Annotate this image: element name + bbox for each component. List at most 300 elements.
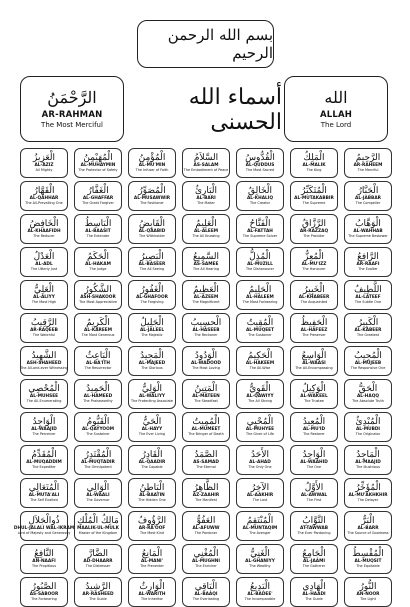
name-transliteration: AL-AZIZ — [34, 162, 54, 168]
featured-meaning: The Most Merciful — [41, 121, 103, 130]
name-card — [128, 577, 176, 607]
name-card — [74, 214, 122, 244]
name-card — [344, 214, 392, 244]
name-arabic: الْمُبْدِئُ — [355, 416, 381, 427]
name-card — [182, 214, 230, 244]
name-arabic: الْخَبِيرُ — [303, 284, 325, 295]
name-meaning: The All-and-ever Witnessing — [20, 365, 68, 370]
name-meaning: The Reducer — [33, 233, 55, 238]
name-transliteration: AL-QAADIR — [138, 459, 166, 465]
name-card — [182, 412, 230, 442]
name-meaning: The Provider — [303, 233, 325, 238]
name-card — [74, 412, 122, 442]
name-card — [20, 247, 68, 277]
name-arabic: الْمُنْتَقِمُ — [246, 515, 274, 526]
name-meaning: The Resurrector — [84, 365, 112, 370]
name-card — [128, 478, 176, 508]
name-transliteration: AL-GHAFOOR — [136, 294, 168, 300]
name-meaning: The Everlasting — [192, 596, 220, 601]
name-card — [128, 247, 176, 277]
name-card — [290, 511, 338, 541]
name-meaning: All Mighty — [35, 167, 53, 172]
name-arabic: الْخَافِضُ — [29, 218, 59, 229]
name-transliteration: AL-MUNTAQIM — [242, 525, 278, 531]
name-card — [344, 280, 392, 310]
name-meaning: The Reckoner — [194, 332, 218, 337]
name-arabic: النَّافِعُ — [34, 548, 54, 559]
name-arabic: الْحَلِيمُ — [248, 284, 272, 295]
name-card — [182, 247, 230, 277]
name-arabic: الصَّبُورُ — [31, 581, 57, 592]
name-transliteration: AL-MUHSEE — [29, 393, 59, 399]
name-arabic: الْمَجِيدُ — [140, 350, 164, 361]
name-meaning: The All-Prevailing One — [25, 200, 63, 205]
name-transliteration: AL-MU'AKHKHIR — [348, 492, 388, 498]
name-card — [290, 247, 338, 277]
name-meaning: The Responsive One — [350, 365, 386, 370]
name-card — [236, 511, 284, 541]
name-meaning: The Extender — [86, 233, 110, 238]
name-meaning: The Forgiving — [140, 299, 164, 304]
name-arabic: الْوَلِيُّ — [141, 383, 163, 394]
name-arabic: السَّلاَمُ — [193, 152, 219, 163]
name-card — [290, 346, 338, 376]
name-arabic: الْكَرِيمُ — [86, 317, 110, 328]
name-card — [20, 412, 68, 442]
name-arabic: الْوَارِثُ — [139, 581, 165, 592]
name-transliteration: AL-GHANIYY — [245, 558, 275, 564]
name-arabic: الْمَانِعُ — [141, 548, 163, 559]
name-card — [20, 445, 68, 475]
name-meaning: The Merciful — [357, 167, 379, 172]
name-meaning: The Infuser of Faith — [135, 167, 169, 172]
name-meaning: The Originator — [355, 431, 381, 436]
name-transliteration: AL-HAMEED — [83, 393, 113, 399]
name-card — [236, 181, 284, 211]
name-meaning: The All Hearing — [192, 266, 220, 271]
name-arabic: الْبَاسِطُ — [84, 218, 112, 229]
name-arabic: الْعَلِيُّ — [33, 284, 55, 295]
name-arabic: ذُوالْجَلاَلِ — [28, 515, 60, 526]
name-transliteration: AR-RAZZAQ — [299, 228, 329, 234]
name-card — [290, 148, 338, 178]
name-transliteration: AR-RAHEEM — [353, 162, 383, 168]
name-transliteration: AL-MAJEED — [138, 360, 166, 366]
name-card — [290, 412, 338, 442]
name-card — [182, 181, 230, 211]
name-arabic: الآخِرُ — [250, 482, 270, 493]
name-arabic: الْوَهَّابُ — [355, 218, 381, 229]
name-transliteration: AL-BARI — [196, 195, 216, 201]
name-transliteration: AL-WARITH — [138, 591, 166, 597]
name-arabic: الْبَاقِي — [194, 581, 218, 592]
name-transliteration: AL-MUJEEB — [354, 360, 382, 366]
name-transliteration: AL-HAFEEZ — [300, 327, 328, 333]
name-meaning: The Withholder — [139, 233, 165, 238]
name-card — [74, 445, 122, 475]
name-card — [344, 247, 392, 277]
name-arabic: اللَّطِيفُ — [354, 284, 382, 295]
name-card — [290, 577, 338, 607]
name-transliteration: AL-ALEEM — [193, 228, 219, 234]
name-meaning: The Praiseworthy — [83, 398, 113, 403]
name-meaning: The King — [306, 167, 322, 172]
name-transliteration: AS-SALAM — [193, 162, 219, 168]
name-card — [74, 313, 122, 343]
name-transliteration: AL-HALEEM — [246, 294, 274, 300]
name-card — [128, 313, 176, 343]
name-card — [20, 577, 68, 607]
name-arabic: الْبَرُّ — [361, 515, 375, 526]
name-transliteration: AL-MUGHNI — [192, 558, 220, 564]
featured-transliteration: AR-RAHMAN — [41, 110, 103, 121]
name-transliteration: AR-RASHEED — [82, 591, 114, 597]
name-transliteration: AL-WAKEEL — [300, 393, 328, 399]
name-meaning: The All-Enumerating — [26, 398, 62, 403]
name-arabic: الْوَالِي — [86, 482, 110, 493]
name-transliteration: AL-MUZILL — [247, 261, 273, 267]
name-transliteration: AS-SAMEE — [193, 261, 219, 267]
name-arabic: الشَّكُورُ — [84, 284, 112, 295]
name-meaning: The Utterly Just — [30, 266, 58, 271]
name-arabic: الْغَفُورُ — [140, 284, 164, 295]
name-card — [344, 181, 392, 211]
name-transliteration: AZ-ZAAHIR — [192, 492, 220, 498]
name-card — [290, 445, 338, 475]
name-transliteration: AL-FATTAH — [247, 228, 273, 234]
name-transliteration: AD-DHAARR — [83, 558, 113, 564]
name-card — [290, 181, 338, 211]
featured-name-ar-rahman — [20, 76, 124, 142]
name-transliteration: AL-JABBAR — [355, 195, 381, 201]
name-arabic: الْحسِيبُ — [190, 317, 222, 328]
name-meaning: The Preventer — [140, 563, 164, 568]
name-transliteration: AL-MUQADDIM — [26, 459, 62, 465]
name-card — [128, 544, 176, 574]
name-meaning: The Bringer of Death — [188, 431, 224, 436]
name-card — [128, 181, 176, 211]
name-meaning: The Ever Pardoning — [297, 530, 331, 535]
name-transliteration: AL-AHAD — [249, 459, 271, 465]
bismillah-calligraphy: بسم الله الرحمن الرحيم — [167, 26, 273, 62]
name-card — [20, 379, 68, 409]
name-card — [128, 412, 176, 442]
name-meaning: The Watchful — [32, 332, 56, 337]
name-transliteration: AL-MU'MIN — [138, 162, 166, 168]
name-card — [236, 247, 284, 277]
name-arabic: الْقَابِضُ — [138, 218, 166, 229]
name-transliteration: AL-BAASIT — [85, 228, 111, 234]
name-meaning: The Eternal — [196, 464, 216, 469]
bismillah-box — [137, 20, 274, 68]
name-transliteration: AL-BADEE' — [247, 591, 273, 597]
name-transliteration: AL-MUQTADIR — [81, 459, 115, 465]
name-card — [20, 214, 68, 244]
name-transliteration: AL-HAKEEM — [245, 360, 275, 366]
name-meaning: The Source of Goodness — [347, 530, 389, 535]
name-meaning: The Honourer — [302, 266, 326, 271]
name-card — [74, 346, 122, 376]
name-meaning: The Great Forgiver — [82, 200, 114, 205]
name-card — [128, 379, 176, 409]
name-arabic: الرَّقِيبُ — [30, 317, 58, 328]
name-card — [236, 214, 284, 244]
name-meaning: The Illustrious — [356, 464, 380, 469]
name-arabic: الْبَارِئُ — [194, 185, 218, 196]
featured-arabic: الرَّحْمَنُ — [47, 87, 97, 107]
name-transliteration: AS-SAMAD — [193, 459, 219, 465]
name-card — [236, 280, 284, 310]
name-transliteration: AL-HAQQ — [356, 393, 380, 399]
name-arabic: الأَحَدُ — [251, 449, 269, 460]
name-card — [128, 280, 176, 310]
name-card — [74, 280, 122, 310]
name-card — [20, 148, 68, 178]
name-meaning: The Supreme — [302, 200, 326, 205]
name-card — [74, 544, 122, 574]
name-arabic: الْعَدْلُ — [33, 251, 55, 262]
asmaul-husna-title: أسماء الله الحسنى — [188, 85, 282, 135]
name-arabic: الْمُؤْمِنُ — [138, 152, 166, 163]
name-arabic: الْمَلِكُ — [303, 152, 325, 163]
name-meaning: The Governor — [86, 497, 110, 502]
name-meaning: The Most Loving — [192, 365, 220, 370]
name-meaning: The Protecting Associate — [131, 398, 173, 403]
name-card — [344, 445, 392, 475]
name-arabic: الْمُهَيْمِنُ — [83, 152, 113, 163]
name-card — [74, 478, 122, 508]
name-meaning: The Subtle One — [354, 299, 382, 304]
name-arabic: الْعَظِيمُ — [193, 284, 219, 295]
name-arabic: الْحَمِيدُ — [86, 383, 110, 394]
name-transliteration: AS-SABOOR — [29, 591, 59, 597]
name-transliteration: AL-MUHAYMIN — [80, 162, 116, 168]
name-transliteration: AL-MUHYEE — [245, 426, 275, 432]
name-arabic: الْجَلِيلُ — [140, 317, 164, 328]
name-arabic: الْمُؤَخِّرُ — [355, 482, 381, 493]
name-arabic: الظَّاهِرُ — [193, 482, 219, 493]
name-card — [74, 379, 122, 409]
name-arabic: العَفُوُّ — [196, 515, 216, 526]
name-meaning: The Ever Living — [138, 431, 166, 436]
name-meaning: The Preserver — [302, 332, 326, 337]
name-transliteration: AL-LATEEF — [355, 294, 381, 300]
name-meaning: The Perceiver — [32, 431, 56, 436]
name-meaning: The Avenger — [249, 530, 271, 535]
name-arabic: الْوَكِيلُ — [302, 383, 326, 394]
name-arabic: الْحَكِيمُ — [247, 350, 273, 361]
name-transliteration: AL-AAKHIR — [246, 492, 274, 498]
name-arabic: الْقَادِرُ — [141, 449, 163, 460]
name-transliteration: AL-HASEEB — [192, 327, 220, 333]
name-meaning: The Magnificent — [192, 299, 220, 304]
name-transliteration: AL-QAHHAR — [29, 195, 59, 201]
name-transliteration: AL-KHABEER — [298, 294, 330, 300]
name-card — [236, 544, 284, 574]
name-arabic: الْمُقِيتُ — [246, 317, 274, 328]
name-card — [344, 148, 392, 178]
name-arabic: الْمُحْصِي — [28, 383, 60, 394]
name-card — [290, 379, 338, 409]
name-arabic: الْقَهَّارُ — [33, 185, 55, 196]
name-card — [236, 379, 284, 409]
name-meaning: The Giver of Life — [246, 431, 274, 436]
name-meaning: The Hidden One — [138, 497, 166, 502]
name-meaning: The Light — [360, 596, 376, 601]
name-card — [74, 577, 122, 607]
name-meaning: The Acquainted — [300, 299, 328, 304]
name-card — [236, 313, 284, 343]
name-meaning: The Judge — [89, 266, 107, 271]
name-arabic: السَّمِيعُ — [193, 251, 219, 262]
name-arabic: الْعَلِيمُ — [195, 218, 217, 229]
name-meaning: The Embodiment of Peace — [183, 167, 229, 172]
name-arabic: الْوَاحِدُ — [302, 449, 326, 460]
name-card — [344, 379, 392, 409]
name-arabic: الرَّحِيمُ — [355, 152, 381, 163]
name-transliteration: AL-AFUWW — [192, 525, 220, 531]
name-card — [290, 478, 338, 508]
name-transliteration: AL-WAALI — [86, 492, 110, 498]
name-arabic: الْمُصَوِّرُ — [138, 185, 166, 196]
name-meaning: The Greatest — [356, 332, 379, 337]
featured-arabic: الله — [324, 87, 348, 107]
name-transliteration: AL-MATEEN — [192, 393, 220, 399]
name-meaning: The Most Generous — [81, 332, 115, 337]
name-arabic: الْوَدُودُ — [194, 350, 218, 361]
name-meaning: The Expediter — [32, 464, 56, 469]
name-arabic: الصَّمَدُ — [194, 449, 218, 460]
name-card — [290, 280, 338, 310]
name-meaning: The Manifest — [195, 497, 217, 502]
name-meaning: The All Strong — [248, 398, 272, 403]
name-transliteration: AL-MUMEET — [191, 426, 221, 432]
name-arabic: الْمُتَكَبِّرُ — [301, 185, 327, 196]
name-card — [182, 313, 230, 343]
name-arabic: الْوَاسِعُ — [301, 350, 327, 361]
name-arabic: الْقُدُّوسُ — [245, 152, 275, 163]
name-meaning: Lord of Majesty and Generosity — [17, 530, 71, 535]
name-meaning: The Incomparable — [244, 596, 276, 601]
name-card — [182, 577, 230, 607]
name-card — [182, 544, 230, 574]
name-arabic: الرَّافِعُ — [357, 251, 379, 262]
featured-transliteration: ALLAH — [319, 110, 353, 121]
name-transliteration: DHUL-JALALI WAL-IKRAM — [13, 525, 75, 531]
name-meaning: The Most Kind — [139, 530, 165, 535]
name-meaning: The Most Forbearing — [242, 299, 278, 304]
name-meaning: Master of the Kingdom — [78, 530, 118, 535]
name-arabic: الْحَيُّ — [142, 416, 162, 427]
name-meaning: The Gatherer — [302, 563, 326, 568]
name-transliteration: AL-QUDDUS — [245, 162, 275, 168]
name-card — [182, 511, 230, 541]
name-meaning: The Glorious — [141, 365, 163, 370]
name-transliteration: AL-WADOOD — [191, 360, 221, 366]
name-arabic: الْمُعِيدُ — [302, 416, 326, 427]
name-meaning: The All-Encompassing — [295, 365, 333, 370]
name-card — [344, 511, 392, 541]
name-transliteration: AL-MU'ID — [302, 426, 326, 432]
name-card — [128, 214, 176, 244]
name-arabic: الْمُعِزُّ — [304, 251, 324, 262]
name-transliteration: AL-MUQEET — [245, 327, 275, 333]
name-arabic: الرَّشِيدُ — [85, 581, 111, 592]
name-card — [290, 544, 338, 574]
name-arabic: الْجَامِعُ — [302, 548, 326, 559]
name-transliteration: AL-BASEER — [138, 261, 166, 267]
name-arabic: الْفَتَّاحُ — [249, 218, 271, 229]
name-arabic: الْمُغْنِي — [193, 548, 219, 559]
name-meaning: The Most High — [31, 299, 57, 304]
name-card — [128, 148, 176, 178]
name-arabic: الْقَيُّومُ — [86, 416, 110, 427]
name-arabic: الْمُقْسِطُ — [352, 548, 384, 559]
name-transliteration: AN-NAAFI — [32, 558, 56, 564]
name-arabic: الْوَاجِدُ — [32, 416, 56, 427]
name-card — [20, 544, 68, 574]
name-transliteration: AL-BARR — [357, 525, 379, 531]
name-meaning: The All Knowing — [192, 233, 220, 238]
name-meaning: The Most Sacred — [245, 167, 275, 172]
name-card — [20, 181, 68, 211]
name-arabic: الْغَنِيُّ — [250, 548, 270, 559]
name-arabic: الْمُذِلُّ — [249, 251, 271, 262]
name-card — [344, 313, 392, 343]
name-meaning: The Wealthy — [249, 563, 271, 568]
name-transliteration: AR-RAAFI — [356, 261, 380, 267]
name-card — [236, 346, 284, 376]
name-transliteration: AL-QAWIYY — [246, 393, 274, 399]
name-meaning: The Protector of Safety — [78, 167, 118, 172]
name-transliteration: AL-MUTA'ALI — [28, 492, 60, 498]
name-meaning: The Trustee — [304, 398, 324, 403]
name-arabic: الْغَفَّارُ — [87, 185, 109, 196]
name-arabic: الْحَفِيظُ — [300, 317, 328, 328]
name-transliteration: AL-ALIYY — [33, 294, 55, 300]
name-card — [182, 478, 230, 508]
name-transliteration: AL-QAABID — [138, 228, 166, 234]
name-meaning: The Absolute Truth — [352, 398, 384, 403]
name-transliteration: AL-WAHHAB — [353, 228, 383, 234]
name-card — [344, 412, 392, 442]
name-card — [344, 544, 392, 574]
name-transliteration: AL-WAAJID — [31, 426, 57, 432]
name-card — [236, 412, 284, 442]
name-arabic: التَّوَّابُ — [302, 515, 326, 526]
name-meaning: The Distresser — [85, 563, 111, 568]
name-transliteration: AL-HAADI — [302, 591, 326, 597]
name-arabic: الْمُحْيِي — [246, 416, 274, 427]
name-transliteration: AL-MANI' — [141, 558, 163, 564]
name-meaning: The All Seeing — [139, 266, 165, 271]
name-transliteration: AL-MUTAKABBIR — [294, 195, 334, 201]
name-transliteration: MAALIK-UL-MULK — [77, 525, 119, 531]
name-meaning: The Guide — [305, 596, 323, 601]
name-transliteration: ASH-SHAKOOR — [80, 294, 116, 300]
name-arabic: الْحَقُّ — [358, 383, 378, 394]
name-arabic: الْقَوِيُّ — [249, 383, 271, 394]
name-transliteration: AL-MU'IZZ — [301, 261, 327, 267]
name-transliteration: AL-BA'ITH — [86, 360, 110, 366]
name-transliteration: AL-HAKAM — [85, 261, 111, 267]
name-arabic: الْمُمِيتُ — [192, 416, 220, 427]
name-meaning: The Only One — [248, 464, 272, 469]
name-arabic: النُّورُ — [359, 581, 377, 592]
names-grid — [13, 148, 392, 607]
name-arabic: الْبَدِيعُ — [250, 581, 270, 592]
name-card — [20, 280, 68, 310]
